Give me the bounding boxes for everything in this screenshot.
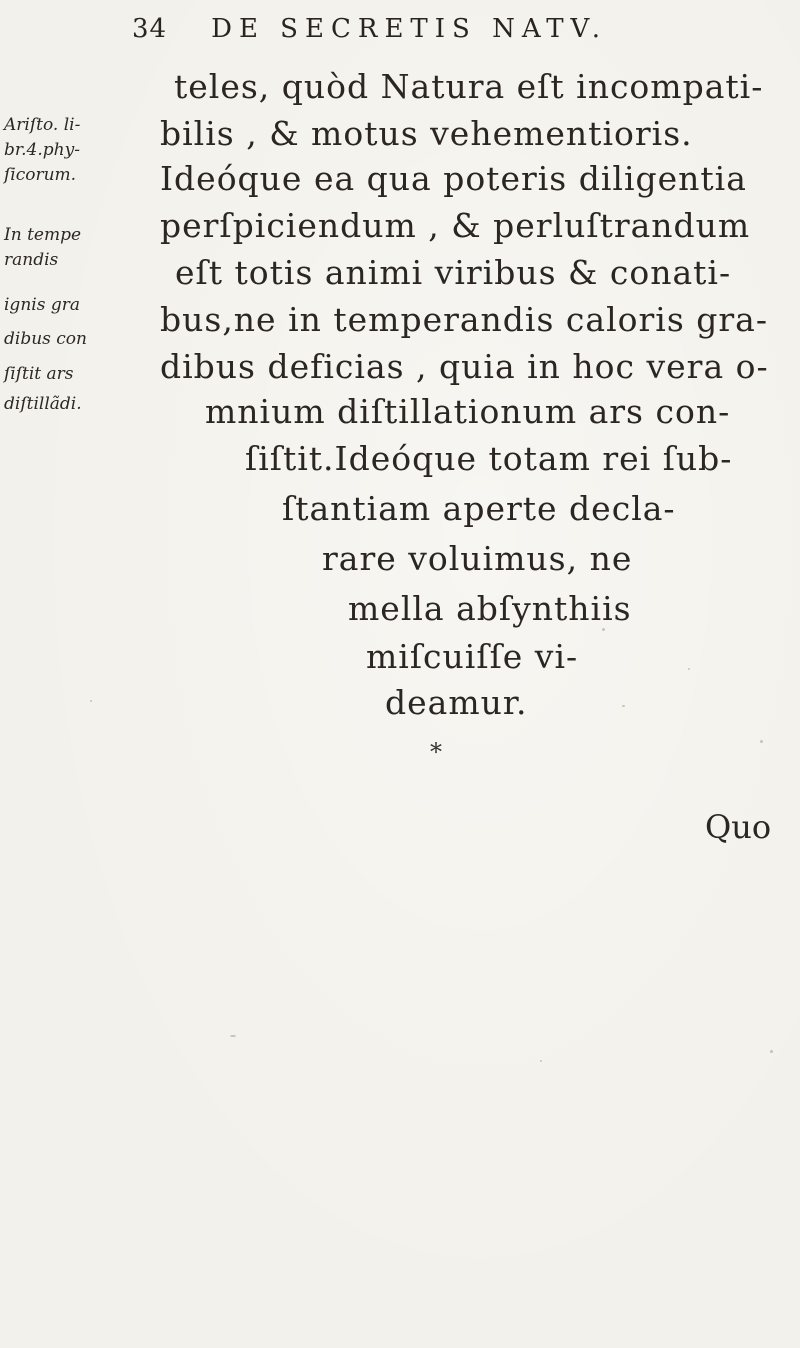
paper-speck (760, 740, 763, 743)
margin-note-line: ſiſtit ars (4, 364, 74, 384)
margin-note-line: ſicorum. (4, 165, 77, 185)
page-number: 34 (132, 14, 168, 44)
body-line: dibus deficias , quia in hoc vera o- (160, 347, 769, 386)
body-line: deamur. (385, 683, 528, 722)
margin-note-line: In tempe (4, 225, 82, 245)
paper-speck (688, 668, 690, 670)
margin-note-line: ignis gra (4, 295, 80, 315)
catchword: Quo (705, 808, 772, 846)
margin-note-line: Ariſto. li- (4, 115, 81, 135)
margin-note-line: randis (4, 250, 59, 270)
paper-speck (540, 1060, 542, 1062)
ornament-icon: * (430, 738, 442, 766)
body-line: rare voluimus, ne (322, 539, 633, 578)
paper-speck (770, 1050, 773, 1053)
body-line: ſiſtit.Ideóque totam rei ſub- (245, 439, 733, 478)
paper-speck (602, 628, 605, 631)
margin-note-line: dibus con (4, 329, 87, 349)
margin-note-line: diſtillãdi. (4, 394, 82, 414)
body-line: ſtantiam aperte decla- (282, 489, 676, 528)
paper-speck (622, 705, 625, 707)
paper-speck (230, 1035, 236, 1037)
paper-speck (90, 700, 92, 702)
body-line: teles, quòd Natura eſt incompati- (174, 67, 764, 106)
body-line: perſpiciendum , & perluſtrandum (160, 206, 751, 245)
running-header (132, 14, 607, 44)
running-title: DE SECRETIS NATV. (211, 14, 608, 44)
body-line: miſcuiſſe vi- (366, 637, 579, 676)
body-line: mnium diſtillationum ars con- (205, 392, 731, 431)
body-line: bilis , & motus vehementioris. (160, 114, 693, 153)
body-line: bus,ne in temperandis caloris gra- (160, 300, 768, 339)
body-line: mella abſynthiis (348, 589, 632, 628)
margin-note-line: br.4.phy- (4, 140, 80, 160)
body-line: Ideóque ea qua poteris diligentia (160, 159, 747, 198)
body-line: eſt totis animi viribus & conati- (175, 253, 732, 292)
